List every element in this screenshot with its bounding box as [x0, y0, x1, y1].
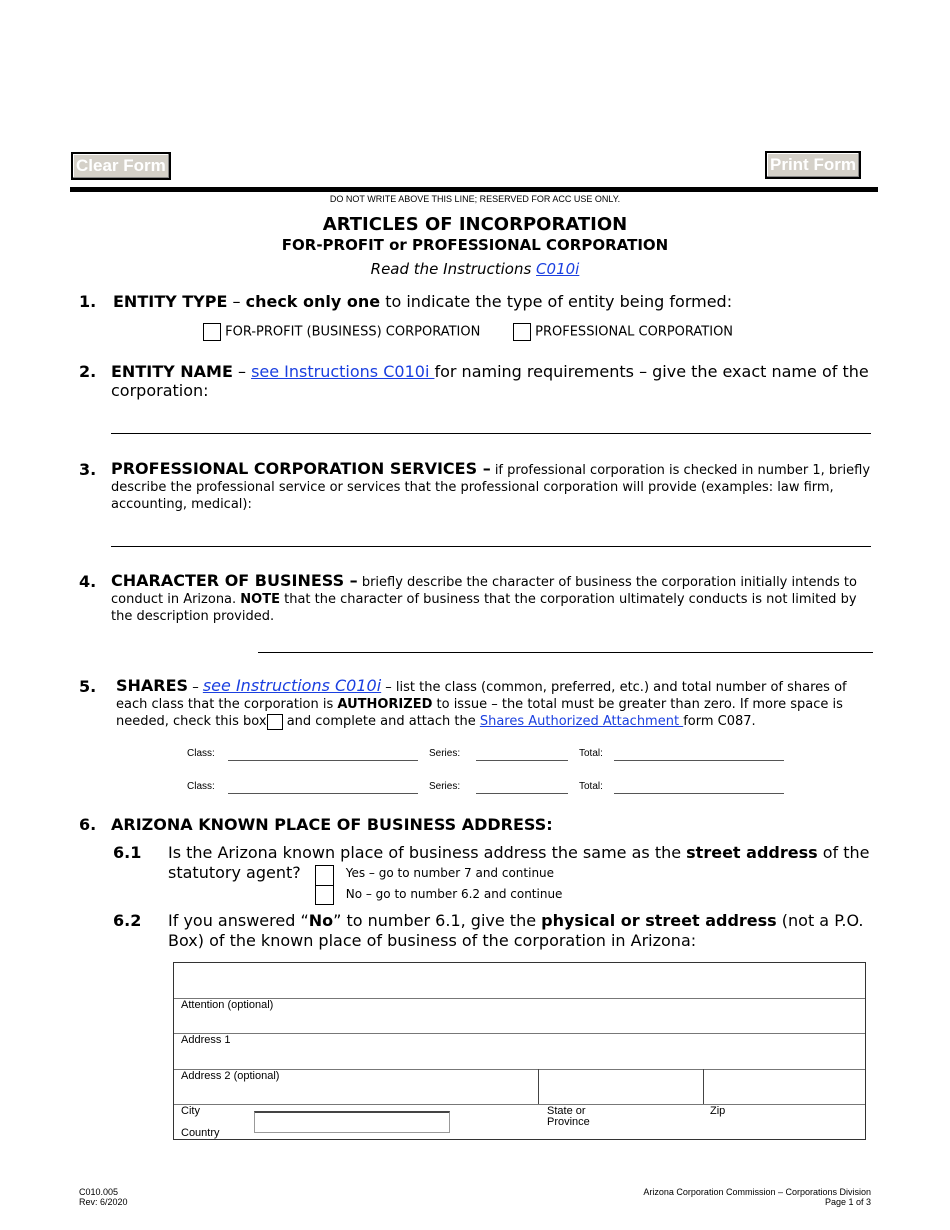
- address1-label: Address 1: [181, 1034, 231, 1046]
- page-title: ARTICLES OF INCORPORATION: [322, 214, 628, 235]
- section-6-number: 6.: [79, 815, 97, 834]
- text: ” to number 6.1, give the: [333, 911, 542, 930]
- series-field-2[interactable]: [476, 793, 568, 794]
- section-1-number: 1.: [79, 292, 97, 311]
- professional-checkbox[interactable]: [513, 323, 531, 341]
- section-4-number: 4.: [79, 572, 97, 591]
- note-label: NOTE: [240, 592, 280, 607]
- option-label: PROFESSIONAL CORPORATION: [535, 324, 734, 340]
- reserved-note: DO NOT WRITE ABOVE THIS LINE; RESERVED FOR ACC USE ONLY.: [329, 194, 621, 204]
- option-professional[interactable]: [513, 323, 733, 341]
- character-field[interactable]: [258, 652, 873, 653]
- section-1-text: [113, 292, 873, 311]
- section-1-heading: ENTITY TYPE: [113, 292, 228, 311]
- section-2-text: [111, 362, 871, 400]
- clear-form-button[interactable]: Clear Form: [71, 152, 171, 180]
- text: Is the Arizona known place of business address the same as the: [168, 843, 687, 862]
- shares-attachment-link[interactable]: Shares Authorized Attachment: [479, 714, 684, 729]
- form-code: [79, 1187, 128, 1207]
- q62-number: 6.2: [113, 911, 142, 930]
- section-4-rest: briefly describe the character of business the corporation initially intends to conduct in Arizona.: [111, 575, 857, 607]
- services-field[interactable]: [111, 546, 871, 547]
- emphasis: physical or street address: [541, 911, 777, 930]
- class-label: Class:: [187, 781, 215, 792]
- text: of the statutory agent?: [168, 843, 870, 882]
- section-3-text: [111, 460, 871, 513]
- q61-text: [168, 843, 873, 905]
- text: If you answered “: [168, 911, 309, 930]
- text: and complete and attach the: [282, 714, 480, 729]
- section-6-heading: ARIZONA KNOWN PLACE OF BUSINESS ADDRESS:: [111, 815, 553, 834]
- total-label: Total:: [579, 748, 603, 759]
- yes-no-checkboxes[interactable]: [315, 865, 334, 905]
- option-for-profit[interactable]: [203, 323, 480, 341]
- footer-right: [643, 1187, 871, 1207]
- emphasis: check only one: [245, 292, 381, 311]
- yes-no-options: [315, 863, 565, 905]
- section-3-number: 3.: [79, 460, 97, 479]
- class-field-2[interactable]: [228, 793, 418, 794]
- section-1-rest: to indicate the type of entity being formed:: [380, 292, 733, 311]
- no-option-label: No – go to number 6.2 and continue: [345, 887, 563, 901]
- total-field-2[interactable]: [614, 793, 784, 794]
- instructions-link[interactable]: C010i: [536, 260, 580, 278]
- section-3-rest: if professional corporation is checked in number 1, briefly describe the professional service or services that the professional corporation will provide (examples: law firm, accounting, medical):: [111, 463, 871, 512]
- city-label: City: [181, 1105, 200, 1117]
- address-form: [173, 962, 866, 1140]
- option-label: FOR-PROFIT (BUSINESS) CORPORATION: [225, 324, 481, 340]
- section-3-heading: PROFESSIONAL CORPORATION SERVICES –: [111, 459, 491, 478]
- text: – list the class (common, preferred, etc.) and total number of shares of each class that the corporation is: [116, 680, 847, 712]
- emphasis: No: [308, 911, 334, 930]
- section-2-heading: ENTITY NAME: [111, 362, 233, 381]
- authorized-label: AUTHORIZED: [337, 697, 433, 712]
- reserved-line: [70, 187, 878, 192]
- emphasis: street address: [686, 843, 818, 862]
- section-4-text: [111, 572, 871, 625]
- entity-name-field[interactable]: [111, 433, 871, 434]
- dash: –: [188, 680, 203, 695]
- class-label: Class:: [187, 748, 215, 759]
- zip-label: Zip: [710, 1105, 726, 1117]
- section-5-text: [116, 677, 876, 730]
- text: (not a P.O. Box) of the known place of business of the corporation in Arizona:: [168, 911, 864, 950]
- print-form-button[interactable]: Print Form: [765, 151, 861, 179]
- section-2-number: 2.: [79, 362, 97, 381]
- section-2-rest: for naming requirements – give the exact name of the corporation:: [111, 362, 869, 400]
- text: to issue – the total must be greater than zero. If more space is needed, check this box: [116, 697, 843, 729]
- q61-number: 6.1: [113, 843, 142, 862]
- section-4-rest: that the character of business that the corporation ultimately conducts is not limited by the description provided.: [111, 592, 857, 624]
- province-label: Province: [547, 1116, 590, 1128]
- section-5-number: 5.: [79, 677, 97, 696]
- address2-label: Address 2 (optional): [181, 1070, 280, 1082]
- class-field-1[interactable]: [228, 760, 418, 761]
- dash: –: [232, 362, 252, 381]
- country-input[interactable]: [254, 1111, 450, 1133]
- text: form C087.: [683, 714, 756, 729]
- instructions-link[interactable]: see Instructions C010i: [251, 362, 435, 381]
- instructions-link[interactable]: see Instructions C010i: [202, 676, 382, 695]
- total-field-1[interactable]: [614, 760, 784, 761]
- series-label: Series:: [429, 781, 461, 792]
- section-4-heading: CHARACTER OF BUSINESS –: [111, 571, 358, 590]
- attention-label: Attention (optional): [181, 999, 274, 1011]
- country-label: Country: [181, 1127, 220, 1139]
- series-field-1[interactable]: [476, 760, 568, 761]
- instructions-line: [0, 260, 950, 278]
- page-subtitle: FOR-PROFIT or PROFESSIONAL CORPORATION: [281, 236, 669, 254]
- section-5-heading: SHARES: [116, 676, 189, 695]
- state-label: State or: [547, 1105, 586, 1117]
- page-number: Page 1 of 3: [824, 1197, 871, 1207]
- organization: Arizona Corporation Commission – Corporations Division: [643, 1187, 871, 1197]
- more-space-checkbox[interactable]: [267, 714, 283, 730]
- revision: Rev: 6/2020: [79, 1197, 128, 1207]
- q62-text: [168, 911, 873, 951]
- code: C010.005: [79, 1187, 119, 1197]
- dash: –: [227, 292, 246, 311]
- total-label: Total:: [579, 781, 603, 792]
- series-label: Series:: [429, 748, 461, 759]
- instructions-text: Read the Instructions: [370, 260, 537, 278]
- yes-option-label: Yes – go to number 7 and continue: [345, 866, 555, 880]
- for-profit-checkbox[interactable]: [203, 323, 221, 341]
